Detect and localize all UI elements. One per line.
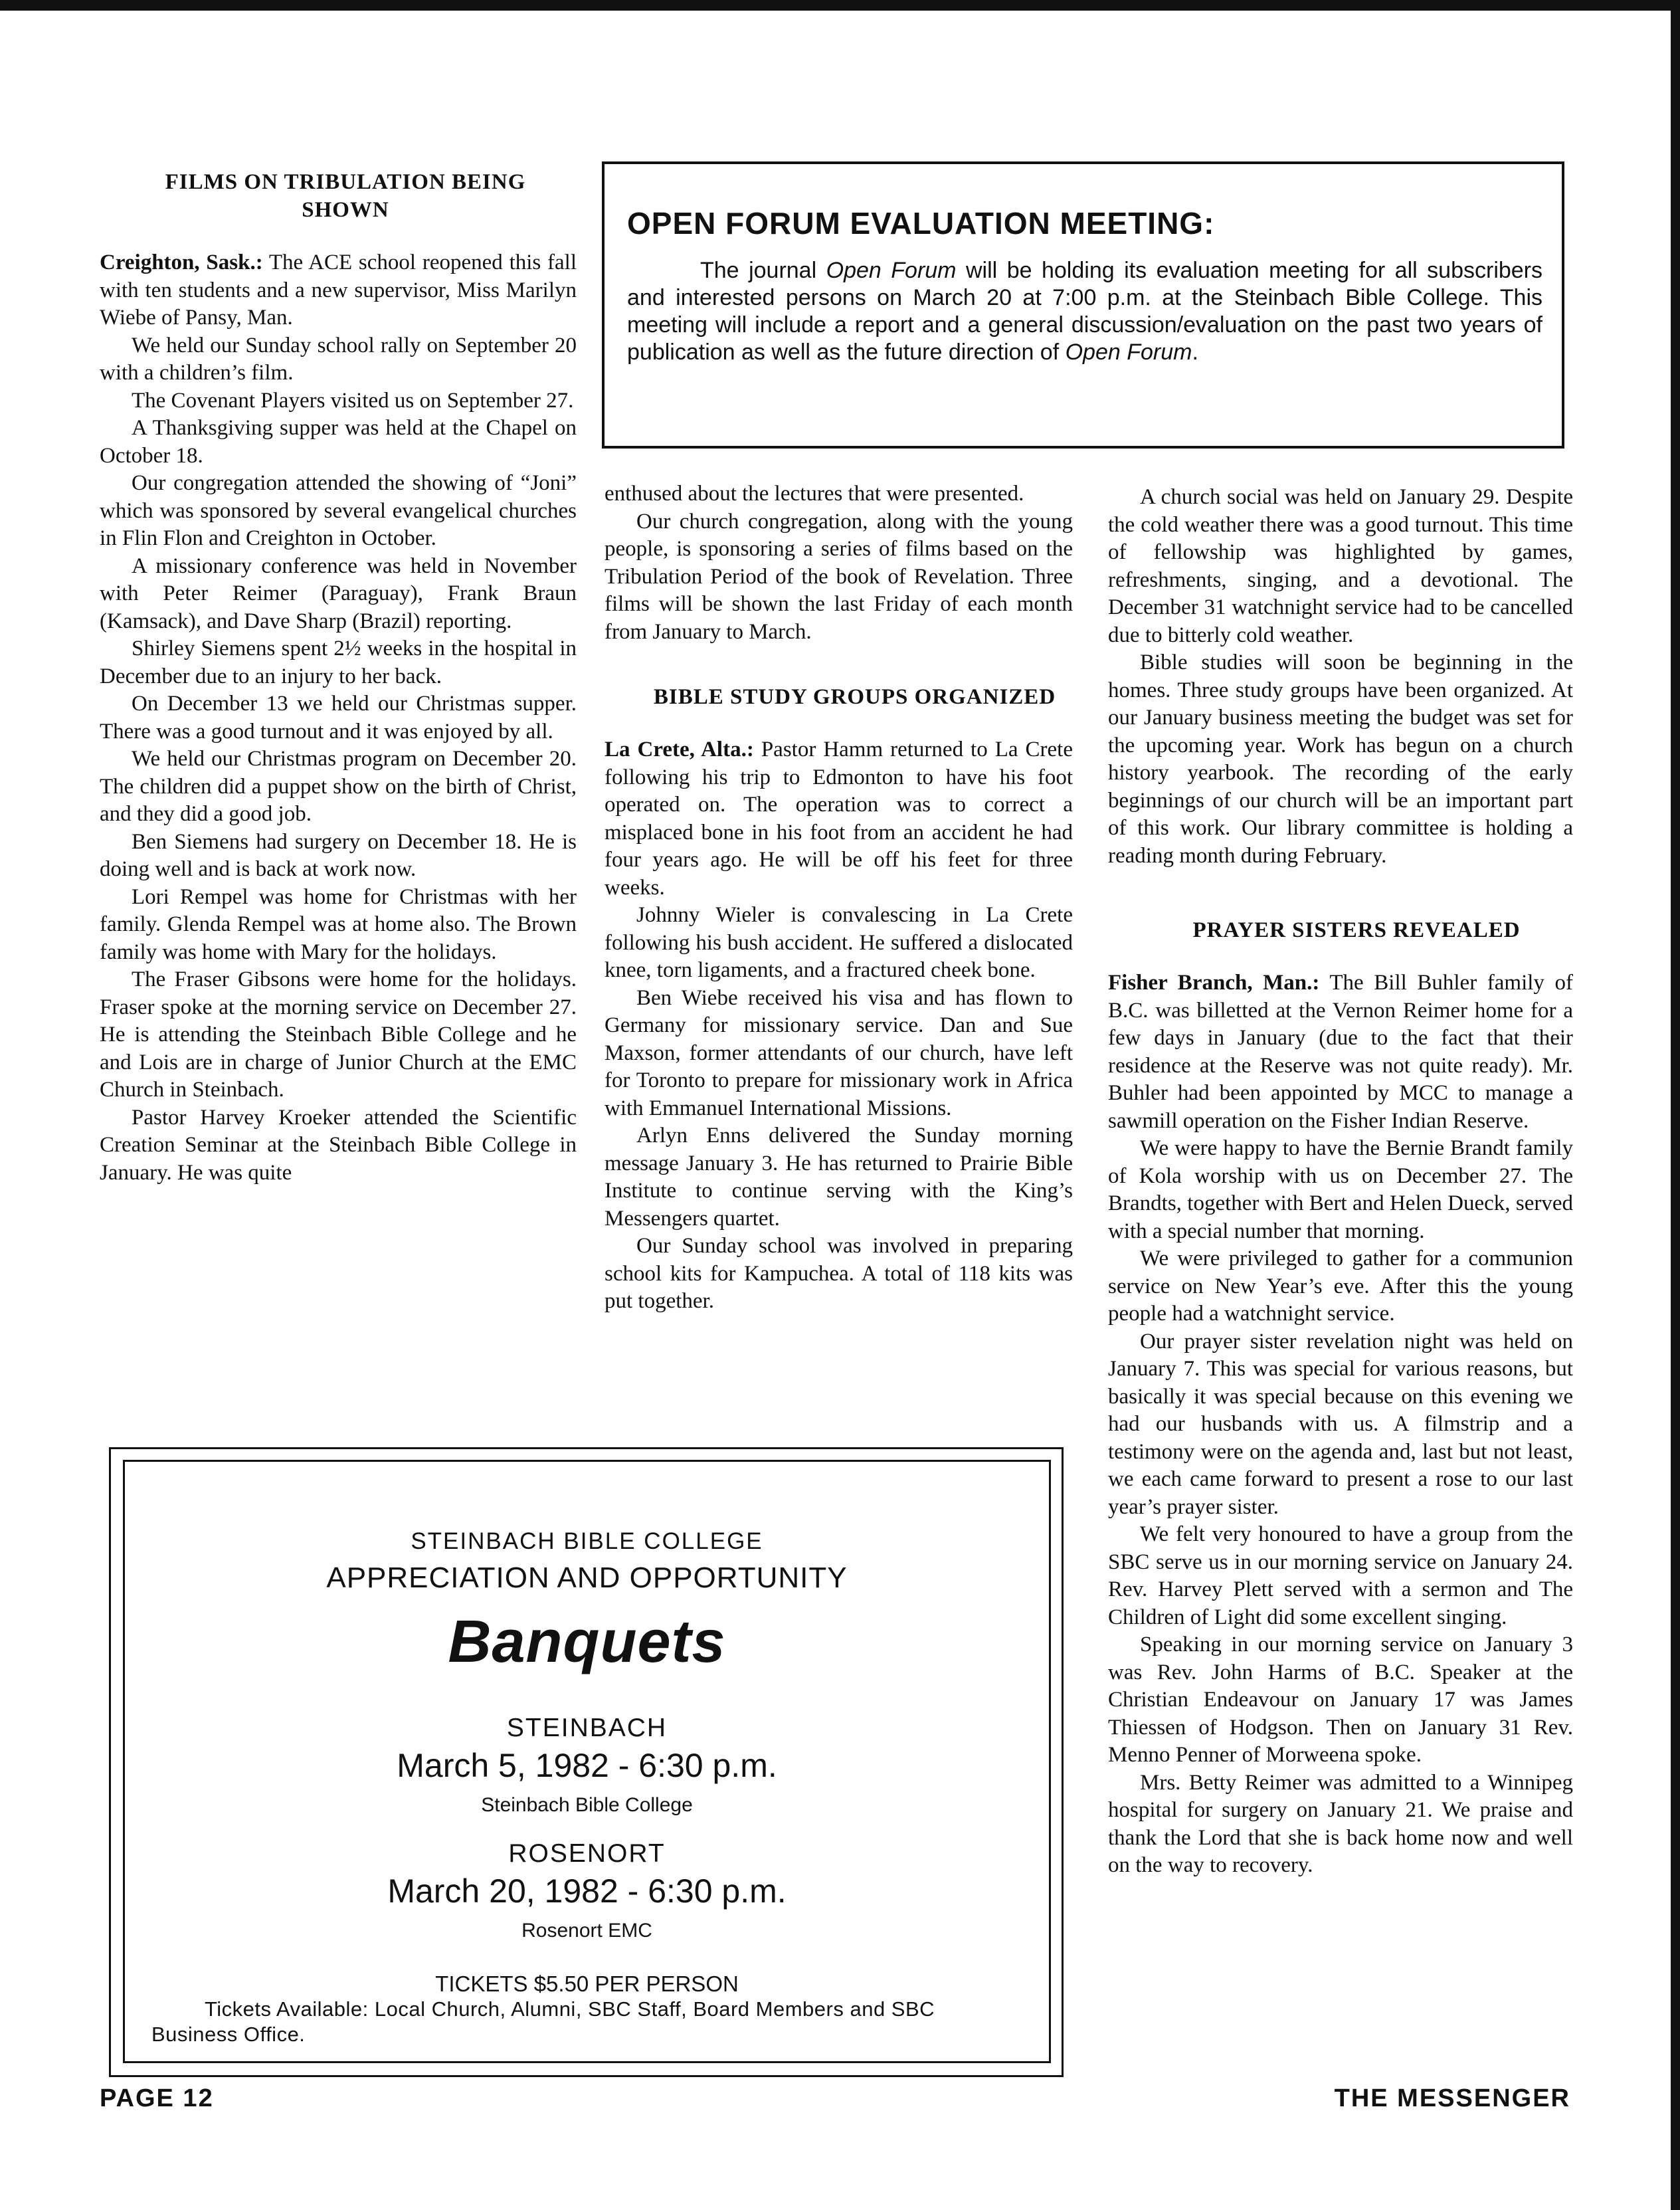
open-forum-title: OPEN FORUM EVALUATION MEETING:: [627, 206, 1215, 241]
ad-ticket-availability: Tickets Available: Local Church, Alumni, SBC Staff, Board Members and SBC Business Office.: [151, 1997, 935, 2046]
paragraph: Creighton, Sask.: The ACE school reopened this fall with ten students and a new supervisor, Miss Marilyn Wiebe of Pansy, Man.: [100, 251, 577, 330]
paragraph: Bible studies will soon be beginning in the homes. Three study groups have been organized. At our January business meeting the budget was set for the upcoming year. Work has begun on a church history yearbook. The recording of the early beginnings of our church will be an important part of this work. Our library committee is holding a reading month during February.: [1108, 651, 1573, 868]
paragraph: A missionary conference was held in November with Peter Reimer (Paraguay), Frank Braun (Kamsack), and Dave Sharp (Brazil) reporting.: [100, 553, 577, 633]
paragraph: Our Sunday school was involved in preparing school kits for Kampuchea. A total of 118 kits was put together.: [605, 1234, 1073, 1313]
paragraph: A church social was held on January 29. Despite the cold weather there was a good turnout. This time of fellowship was highlighted by games, refreshments, singing, and a devotional. The December 31 watchnight service had to be cancelled due to bitterly cold weather.: [1108, 485, 1573, 647]
paragraph: We were happy to have the Bernie Brandt family of Kola worship with us on December 27. The Brandts, together with Bert and Helen Dueck, served with a special number that morning.: [1108, 1136, 1573, 1243]
paragraph: Mrs. Betty Reimer was admitted to a Winnipeg hospital for surgery on January 21. We praise and thank the Lord that she is back home now and well on the way to recovery.: [1108, 1770, 1573, 1877]
publication-name: THE MESSENGER: [1334, 2084, 1570, 2112]
paragraph: We held our Sunday school rally on September 20 with a children’s film.: [100, 333, 577, 385]
paragraph: Arlyn Enns delivered the Sunday morning message January 3. He has returned to Prairie Bible Institute to continue serving with the King’s Messengers quartet.: [605, 1124, 1073, 1231]
heading-films-on-tribulation: FILMS ON TRIBULATION BEING SHOWN: [165, 170, 526, 222]
ad-location-1: STEINBACH: [506, 1714, 668, 1742]
paragraph: Fisher Branch, Man.: The Bill Buhler family of B.C. was billetted at the Vernon Reimer home for a few days in January (due to the fact that their residence at the Reserve was not quite ready). Mr. Buhler had been appointed by MCC to manage a sawmill operation on the Fisher Indian Reserve.: [1108, 971, 1573, 1133]
dateline: Creighton, Sask.:: [100, 251, 263, 274]
paragraph: The Covenant Players visited us on September 27.: [132, 388, 574, 413]
ad-venue-1: Steinbach Bible College: [481, 1794, 693, 1816]
ad-venue-2: Rosenort EMC: [521, 1920, 652, 1942]
paragraph: We held our Christmas program on December 20. The children did a puppet show on the birth of Christ, and they did a good job.: [100, 747, 577, 826]
paragraph: enthused about the lectures that were presented.: [605, 482, 1024, 506]
page-border-right: [1671, 0, 1680, 2210]
page-number: PAGE 12: [100, 2084, 214, 2112]
open-forum-body: The journal Open Forum will be holding its evaluation meeting for all subscribers and interested persons on March 20 at 7:00 p.m. at the Steinbach Bible College. This meeting will include a report and a general discussion/evaluation on the past two years of publication as well as the future direction of Open Forum.: [627, 258, 1543, 365]
paragraph: Speaking in our morning service on January 3 was Rev. John Harms of B.C. Speaker at the Christian Endeavour on January 17 was James Thiessen of Hodgson. Then on January 31 Rev. Menno Penner of Morweena spoke.: [1108, 1633, 1573, 1767]
paragraph: Shirley Siemens spent 2½ weeks in the hospital in December due to an injury to her back.: [100, 637, 577, 688]
heading-prayer-sisters: PRAYER SISTERS REVEALED: [1192, 918, 1521, 942]
ad-date-1: March 5, 1982 - 6:30 p.m.: [397, 1747, 777, 1784]
article-column-2: [605, 480, 1073, 1316]
ad-date-2: March 20, 1982 - 6:30 p.m.: [387, 1872, 787, 1910]
ad-organization: STEINBACH BIBLE COLLEGE: [411, 1528, 763, 1554]
paragraph: On December 13 we held our Christmas supper. There was a good turnout and it was enjoyed by all.: [100, 692, 577, 744]
paragraph: Our congregation attended the showing of “Joni” which was sponsored by several evangelical churches in Flin Flon and Creighton in October.: [100, 471, 577, 550]
paragraph: Ben Wiebe received his visa and has flown to Germany for missionary service. Dan and Sue Maxson, former attendants of our church, have left for Toronto to prepare for missionary work in Africa with Emmanuel International Missions.: [605, 985, 1073, 1120]
ad-location-2: ROSENORT: [508, 1839, 666, 1868]
paragraph: The Fraser Gibsons were home for the holidays. Fraser spoke at the morning service on December 27. He is attending the Steinbach Bible College and he and Lois are in charge of Junior Church at the EMC Church in Steinbach.: [100, 967, 577, 1102]
open-forum-notice-box: [602, 161, 1564, 449]
journal-name: Open Forum: [1065, 340, 1192, 365]
paragraph: We felt very honoured to have a group from the SBC serve us in our morning service on January 24. Rev. Harvey Plett served with a sermon and The Children of Light did some excellent singing.: [1108, 1522, 1573, 1629]
journal-name: Open Forum: [826, 258, 957, 283]
paragraph: Pastor Harvey Kroeker attended the Scientific Creation Seminar at the Steinbach Bible College in January. He was quite: [100, 1105, 577, 1185]
ad-banquets-title: Banquets: [448, 1609, 726, 1675]
heading-bible-study-groups: BIBLE STUDY GROUPS ORGANIZED: [653, 685, 1056, 709]
dateline: La Crete, Alta.:: [605, 738, 754, 761]
article-column-1: [100, 249, 577, 1187]
article-column-3: [1108, 484, 1573, 1880]
paragraph: Ben Siemens had surgery on December 18. He is doing well and is back at work now.: [100, 829, 577, 881]
paragraph: Lori Rempel was home for Christmas with her family. Glenda Rempel was at home also. The Brown family was home with Mary for the holidays.: [100, 884, 577, 964]
ad-event-name: APPRECIATION AND OPPORTUNITY: [326, 1561, 848, 1594]
banquet-ad: [123, 1460, 1051, 2063]
paragraph: A Thanksgiving supper was held at the Chapel on October 18.: [100, 416, 577, 468]
paragraph: Johnny Wieler is convalescing in La Crete following his bush accident. He suffered a dislocated knee, torn ligaments, and a fractured cheek bone.: [605, 903, 1073, 982]
page-border-top: [0, 0, 1680, 11]
paragraph: La Crete, Alta.: Pastor Hamm returned to La Crete following his trip to Edmonton to have his foot operated on. The operation was to correct a misplaced bone in his foot from an accident he had four years ago. He will be off his feet for three weeks.: [605, 738, 1073, 900]
paragraph: Our prayer sister revelation night was held on January 7. This was special for various reasons, but basically it was special because on this evening we had our husbands with us. A filmstrip and a testimony were on the agenda and, last but not least, we each came forward to present a rose to our last year’s prayer sister.: [1108, 1329, 1573, 1519]
paragraph: Our church congregation, along with the young people, is sponsoring a series of films based on the Tribulation Period of the book of Revelation. Three films will be shown the last Friday of each month from January to March.: [605, 509, 1073, 644]
dateline: Fisher Branch, Man.:: [1108, 971, 1320, 995]
paragraph: We were privileged to gather for a communion service on New Year’s eve. After this the young people had a watchnight service.: [1108, 1247, 1573, 1326]
ad-ticket-price: TICKETS $5.50 PER PERSON: [435, 1971, 739, 1996]
